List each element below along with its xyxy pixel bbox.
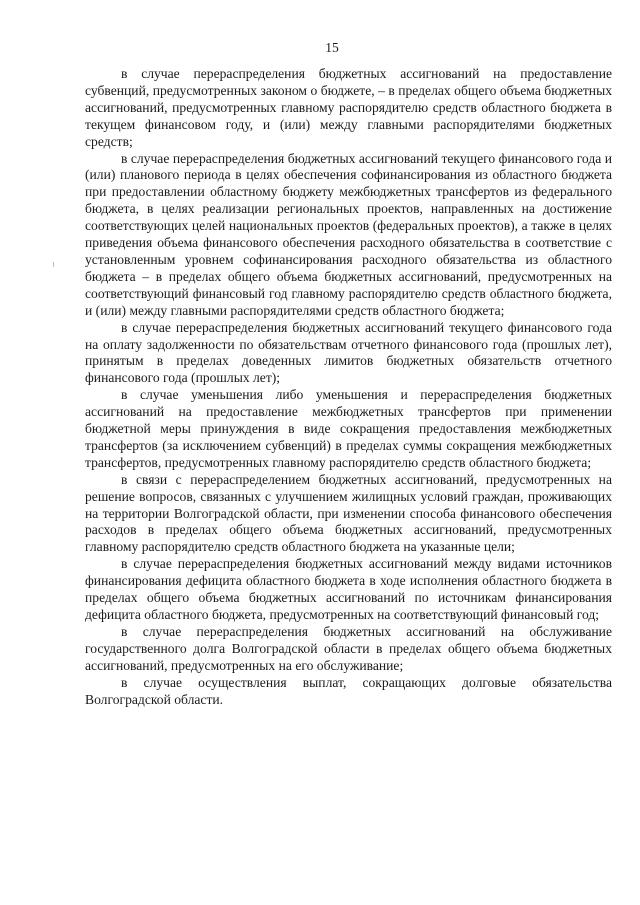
paragraph-coercion-measure: в случае уменьшения либо уменьшения и перераспределения бюджетных ассигнований на предоставление межбюджетных трансфертов при применении бюджетной меры принуждения в виде сокращения предоставления межбюджетных трансфертов (за исключением субвенций) в пределах суммы сокращения межбюджетных трансфертов, предусмотренных главному распорядителю средств областного бюджета; bbox=[85, 387, 612, 470]
paragraph-subventions: в случае перераспределения бюджетных ассигнований на предоставление субвенций, предусмотренных законом о бюджете, – в пределах общего объема бюджетных ассигнований, предусмотренных главному распорядителю средств областного бюджета в текущем финансовом году, и (или) между главными распорядителями бюджетных средств; bbox=[85, 66, 612, 149]
margin-mark bbox=[53, 262, 54, 267]
paragraph-debt-service: в случае перераспределения бюджетных ассигнований на обслуживание государственного долга Волгоградской области в пределах общего объема бюджетных ассигнований, предусмотренных на его обслуживание; bbox=[85, 623, 612, 673]
paragraph-debt-payment: в случае перераспределения бюджетных ассигнований текущего финансового года на оплату задолженности по обязательствам отчетного финансового года (прошлых лет), принятым в пределах доведенных лимитов бюджетных обязательств отчетного финансового года (прошлых лет); bbox=[85, 319, 612, 386]
paragraph-cofinancing: в случае перераспределения бюджетных ассигнований текущего финансового года и (или) планового периода в целях обеспечения софинансирования из областного бюджета при предоставлении областному бюджету межбюджетных трансфертов из федерального бюджета, в целях реализации региональных проектов, направленных на достижение соответствующих целей национальных проектов (федеральных проектов), а также в целях приведения объема финансового обеспечения расходного обязательства в соответствие с установленным уровнем софинансирования расходного обязательства из областного бюджета – в пределах общего объема бюджетных ассигнований, предусмотренных на соответствующий финансовый год главному распорядителю средств областного бюджета, и (или) между главными распорядителями средств областного бюджета; bbox=[85, 150, 612, 318]
document-body bbox=[85, 66, 612, 708]
paragraph-deficit-financing: в случае перераспределения бюджетных ассигнований между видами источников финансирования дефицита областного бюджета в ходе исполнения областного бюджета в пределах общего объема бюджетных ассигнований по источникам финансирования дефицита областного бюджета, предусмотренных на соответствующий финансовый год; bbox=[85, 556, 612, 622]
paragraph-debt-obligations: в случае осуществления выплат, сокращающих долговые обязательства Волгоградской области. bbox=[85, 674, 612, 707]
page-number: 15 bbox=[325, 40, 339, 55]
paragraph-housing-conditions: в связи с перераспределением бюджетных ассигнований, предусмотренных на решение вопросов, связанных с улучшением жилищных условий граждан, проживающих на территории Волгоградской области, при изменении способа финансового обеспечения расходов в пределах общего объема бюджетных ассигнований, предусмотренных главному распорядителю средств областного бюджета на указанные цели; bbox=[85, 471, 612, 555]
